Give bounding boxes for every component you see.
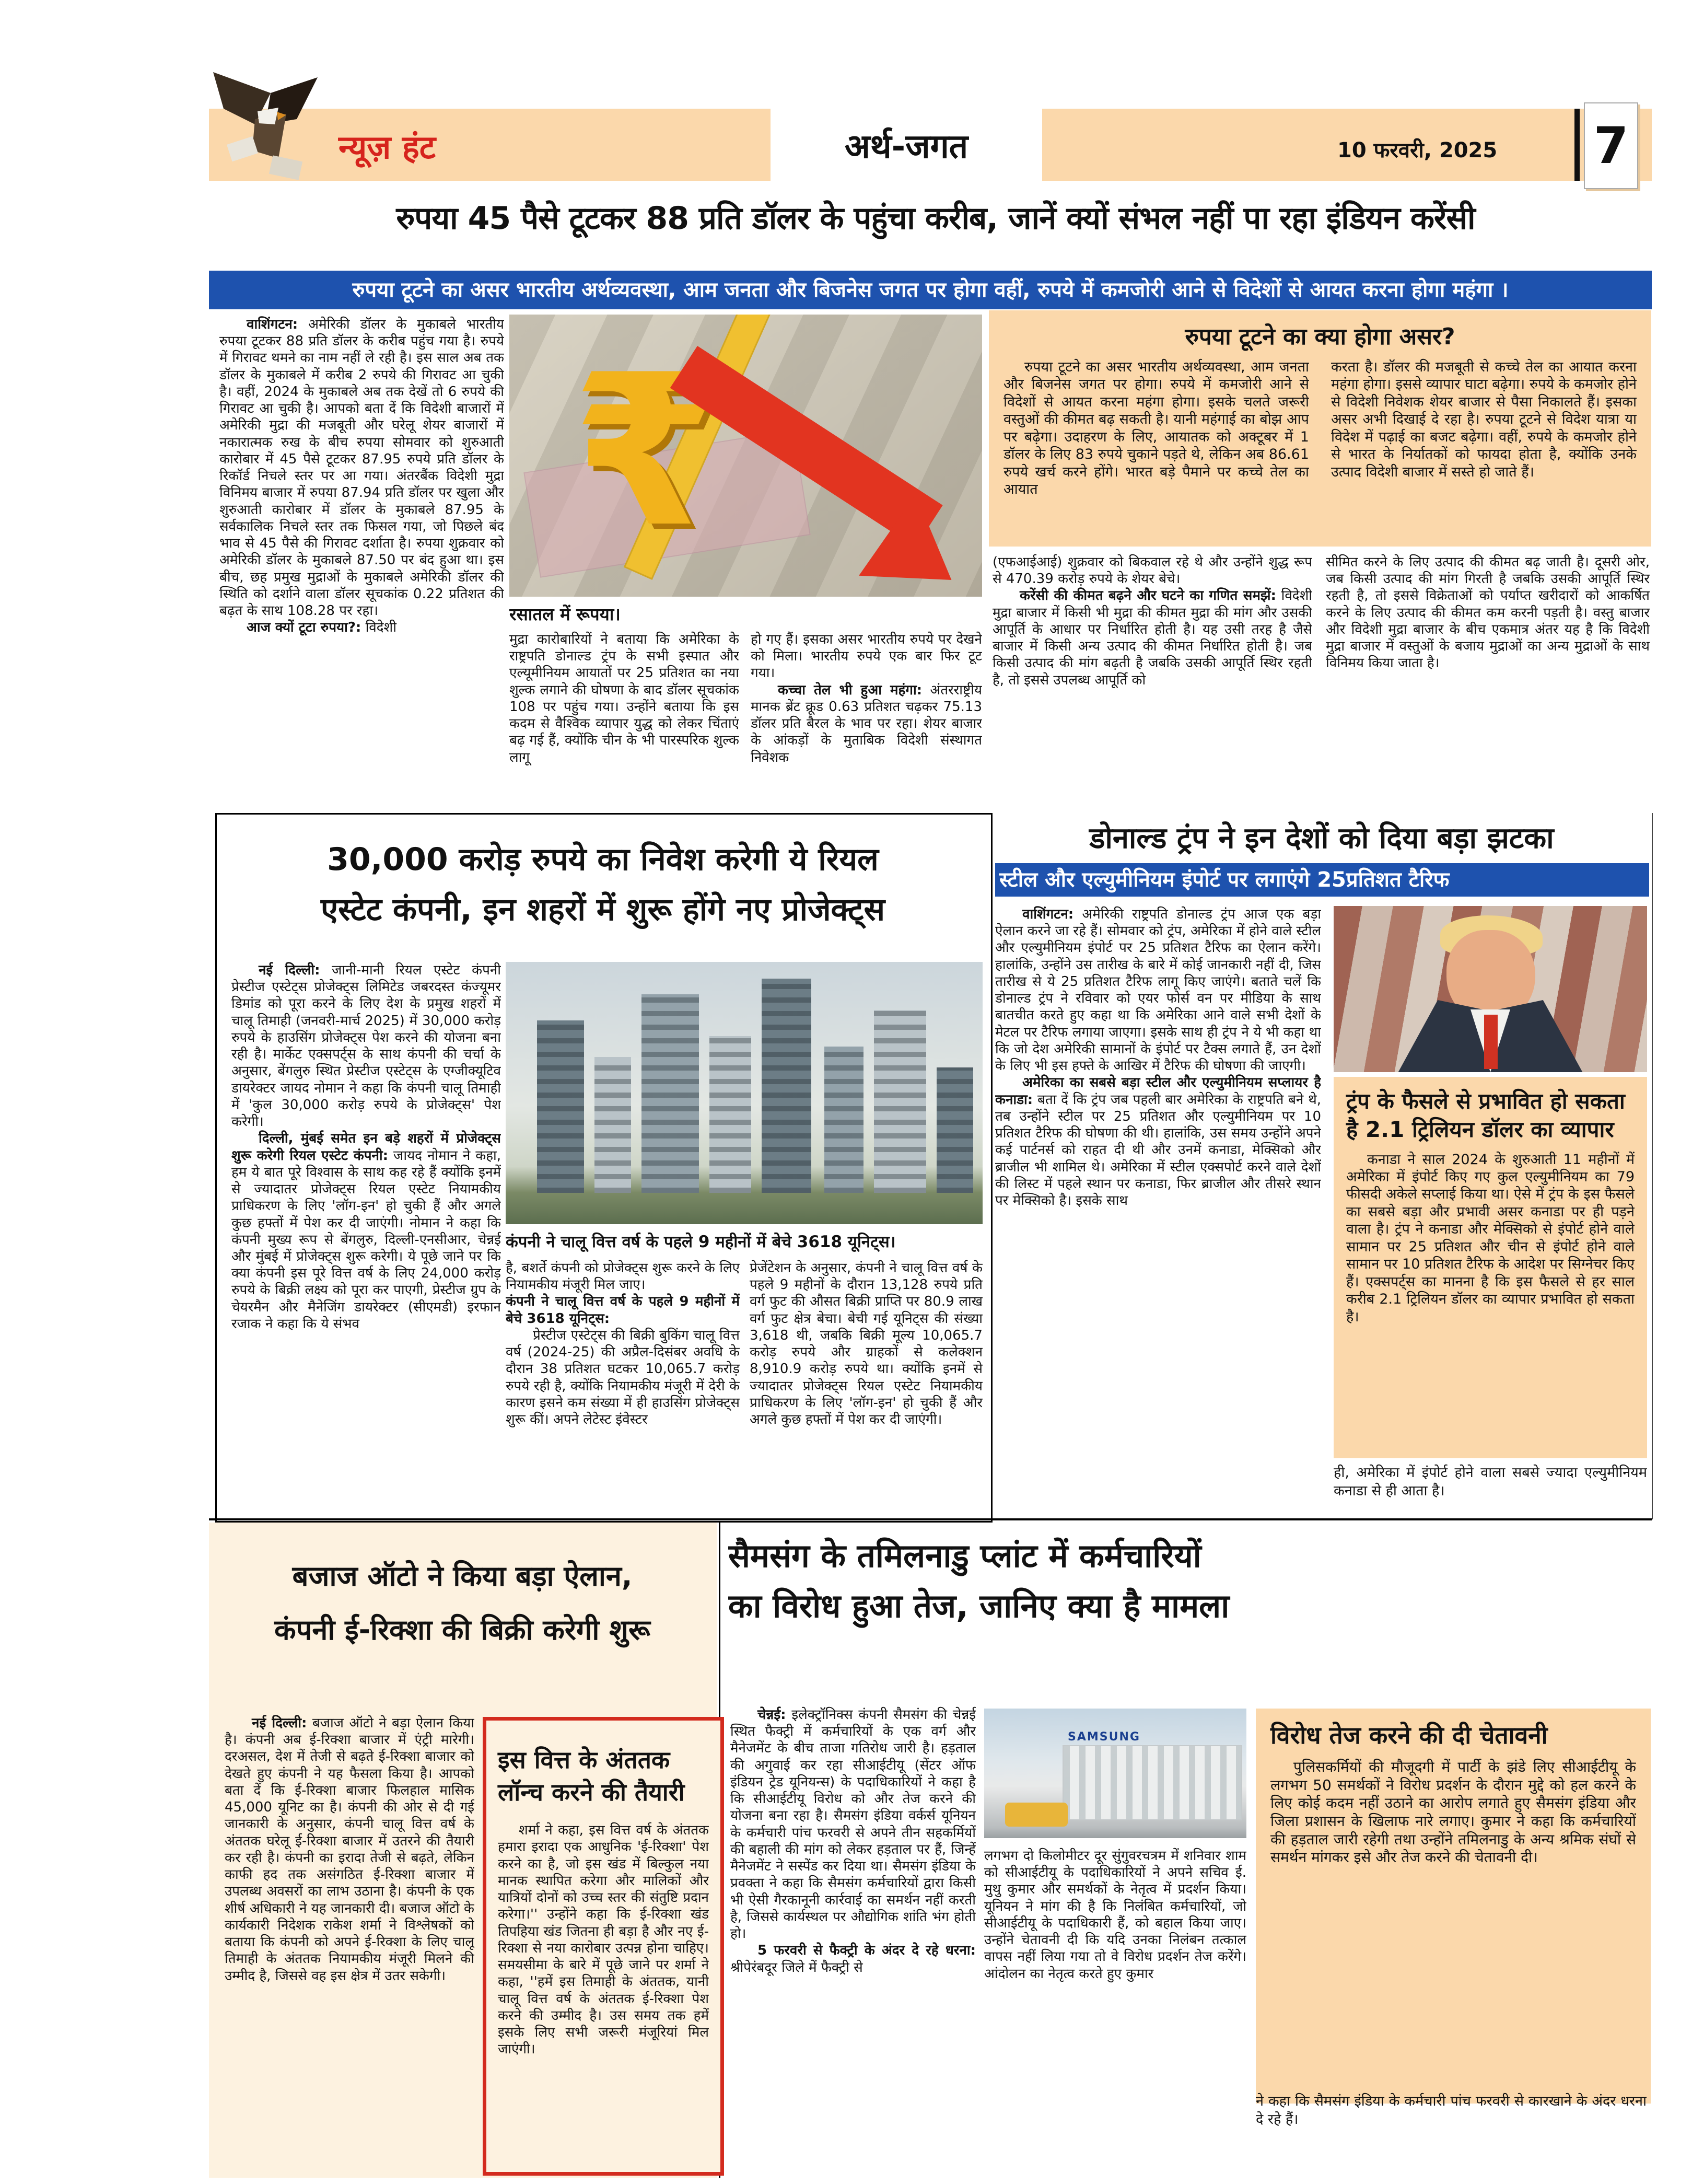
building-shape [594,1057,631,1193]
dateline: चेन्नई: [757,1707,786,1723]
inline-subhead: अमेरिका का सबसे बड़ा स्टील और एल्युमीनियम सप्लायर है कनाडा: [995,1075,1321,1108]
impact-box [989,310,1651,547]
realty-column-2: है, बशर्ते कंपनी को प्रोजेक्ट्स शुरू करने के लिए नियामकीय मंजूरी मिल जाए। कंपनी ने चालू वित्त वर्ष के पहले 9 महीनों में बेचे 3618 यूनिट्स: प्रेस्टीज एस्टेट्स की बिक्री बुकिंग चालू वित्त वर्ष (2024-25) की अप्रैल-दिसंबर अवधि के दौरान 38 प्रतिशत घटकर 10,065.7 करोड़ रुपये रही है, क्योंकि नियामकीय मंजूरी में देरी के कारण इसने कम संख्या में ही हाउसिंग प्रोजेक्ट्स शुरू कीं। अपने लेटेस्ट इंवेस्टर [506,1260,740,1428]
trump-headline: डोनाल्ड ट्रंप ने इन देशों को दिया बड़ा झटका [1089,821,1554,855]
rupee-crash-photo [509,315,982,597]
inline-subhead: आज क्यों टूटा रुपया?: [247,620,361,636]
lead-column-2: मुद्रा कारोबारियों ने बताया कि अमेरिका के राष्ट्रपति डोनाल्ड ट्रंप के सभी इस्पात और एल्यूमीनियम आयातों पर 25 प्रतिशत का नया शुल्क लगाने की घोषणा के बाद डॉलर सूचकांक 108 पर पहुंच गया। उन्होंने बताया कि इस कदम से वैश्विक व्यापार युद्ध को लेकर चिंताएं बढ़ गई हैं, क्योंकि चीन के भी पारस्परिक शुल्क लागू [509,632,739,765]
lead-column-5: सीमित करने के लिए उत्पाद की कीमत बढ़ जाती है। दूसरी ओर, जब किसी उत्पाद की मांग गिरती है जबकि उसकी आपूर्ति स्थिर रहती है, तो इससे विक्रेताओं को पर्याप्त खरीदारों को आकर्षित करने के लिए उत्पाद की कीमत कम करनी पड़ती है। वस्तु बाजार और विदेशी मुद्रा बाजार के बीच एकमात्र अंतर यह है कि विदेशी मुद्रा बाजार में वस्तुओं के बजाय मुद्राओं का अन्य मुद्राओं के साथ विनिमय किया जाता है। [1326,554,1650,671]
bajaj-column-1: नई दिल्ली: बजाज ऑटो ने बड़ा ऐलान किया है। कंपनी अब ई-रिक्शा बाजार में एंट्री मारेगी। दरअसल, देश में तेजी से बढ़ते ई-रिक्शा बाजार को देखते हुए कंपनी ने यह फैसला किया है। आपको बता दें कि ई-रिक्शा बाजार फिलहाल मासिक 45,000 यूनिट का है। कंपनी की ओर से दी गई जानकारी के अनुसार, कंपनी चालू वित्त वर्ष के अंततक घरेलू ई-रिक्शा बाजार में उतरने की तैयारी कर रही है। कंपनी का इरादा तेजी से बढ़ते, लेकिन काफी हद तक असंगठित ई-रिक्शा बाजार में उपलब्ध अवसरों का लाभ उठाना है। कंपनी के एक शीर्ष अधिकारी ने यह जानकारी दी। बजाज ऑटो के कार्यकारी निदेशक राकेश शर्मा ने विश्लेषकों को बताया कि कंपनी को अपने ई-रिक्शा के लिए चालू तिमाही के अंततक नियामकीय मंजूरी मिलने की उम्मीद है, जिससे वह इस क्षेत्र में उतर सकेगी। [225,1715,474,1984]
factory-building-shape [1063,1745,1242,1820]
samsung-side-box [1256,1709,1651,2104]
realty-headline: 30,000 करोड़ रुपये का निवेश करेगी ये रियल एस्टेट कंपनी, इन शहरों में शुरू होंगे नए प्रोजेक्ट्स [320,841,885,928]
trump-article [995,813,1653,1519]
bajaj-article [209,1523,717,2178]
lead-column-4: (एफआईआई) शुक्रवार को बिकवाल रहे थे और उन्होंने शुद्ध रूप से 470.39 करोड़ रुपये के शेयर बेचे। करेंसी की कीमत बढ़ने और घटने का गणित समझें: विदेशी मुद्रा बाजार में किसी भी मुद्रा की कीमत मुद्रा की मांग और उसकी आपूर्ति के आधार पर निर्धारित होती है। यह उसी तरह है जैसे बाजार में किसी अन्य उत्पाद की कीमत निर्धारित होती है। जब किसी उत्पाद की मांग बढ़ती है जबकि उसकी आपूर्ति स्थिर रहती है, तो इससे उपलब्ध आपूर्ति को [993,554,1312,688]
impact-box-col-2: करता है। डॉलर की मजबूती से कच्चे तेल का आयात करना महंगा होगा। इससे व्यापार घाटा बढ़ेगा। रुपये के कमजोर होने से विदेशी निवेशक शेयर बाजार से पैसा निकालते हैं। इसका असर अभी दिखाई दे रहा है। रुपया टूटने से विदेश यात्रा या विदेश में पढ़ाई का बजट बढ़ेगा। वहीं, रुपये के कमजोर होने से भारत के निर्यातकों को फायदा होता है, क्योंकि उनके उत्पाद विदेशी बाजार में सस्ते हो जाते हैं। [1331,359,1637,480]
lead-column-1: वाशिंगटन: अमेरिकी डॉलर के मुकाबले भारतीय रुपया टूटकर 88 प्रति डॉलर के करीब पहुंच गया है। रुपये में गिरावट थमने का नाम नहीं ले रही है। इस साल अब तक डॉलर के मुकाबले में करीब 2 रुपये की गिरावट आ चुकी है। वहीं, 2024 के मुकाबले अब तक देखें तो 6 रुपये की गिरावट आ चुकी है। आपको बता दें कि विदेशी बाजारों में अमेरिकी मुद्रा की मजबूती और घरेलू शेयर बाजारों में नकारात्मक रुख के बीच रुपया सोमवार को शुरुआती कारोबार में 45 पैसे टूटकर 87.95 रुपये प्रति डॉलर के रिकॉर्ड निचले स्तर पर आ गया। अंतरबैंक विदेशी मुद्रा विनिमय बाजार में रुपया 87.94 प्रति डॉलर पर खुला और शुरुआती कारोबार में डॉलर के मुकाबले 87.95 के सर्वकालिक निचले स्तर तक फिसल गया, जो पिछले बंद भाव से 45 पैसे की गिरावट दर्शाता है। रुपया शुक्रवार को अमेरिकी डॉलर के मुकाबले 87.50 पर बंद हुआ था। इस बीच, छह प्रमुख मुद्राओं के मुकाबले अमेरिकी डॉलर की स्थिति को दर्शाने वाला डॉलर सूचकांक 0.22 प्रतिशत की बढ़त के साथ 108.28 पर रहा। आज क्यों टूटा रुपया?: विदेशी [219,317,504,636]
trump-side-box-title: ट्रंप के फैसले से प्रभावित हो सकता है 2.1 ट्रिलियन डॉलर का व्यापार [1346,1088,1625,1142]
impact-box-title: रुपया टूटने का क्या होगा असर? [1185,323,1455,350]
section-title-box [771,109,1042,181]
samsung-tail-text: ने कहा कि सैमसंग इंडिया के कर्मचारी पांच फरवरी से कारखाने के अंदर धरना दे रहे हैं। [1256,2093,1647,2128]
inline-subhead: कच्चा तेल भी हुआ महंगा: [778,682,923,698]
samsung-box-text: पुलिसकर्मियों की मौजूदगी में पार्टी के झंडे लिए सीआईटीयू के लगभग 50 समर्थकों ने विरोध प्रदर्शन के दौरान मुद्दे को हल करने के लिए कोई कदम नहीं उठाने का आरोप लगाते हुए सैमसंग इंडिया और जिला प्रशासन के खिलाफ नारे लगाए। कुमार ने कहा कि कर्मचारियों की हड़ताल जारी रहेगी तथा उन्होंने तमिलनाडु के अन्य श्रमिक संघों से समर्थन मांगकर इसे और तेज करने की चेतावनी दी। [1270,1758,1636,1866]
tie-shape [1484,1015,1498,1069]
page-number-box [1584,102,1638,189]
rupee-symbol-icon: ₹ [572,330,718,573]
impact-box-col-1: रुपया टूटने का असर भारतीय अर्थव्यवस्था, आम जनता और बिजनेस जगत पर होगा। रुपये में कमजोरी आने से विदेशों से आयत करना महंगा होगा। इसके चलते जरूरी वस्तुओं की कीमत बढ़ सकती है। यानी महंगाई का बोझ आप पर बढ़ेगा। उदाहरण के लिए, आयातक को अक्टूबर में 1 डॉलर के लिए 83 रुपये चुकाने पड़ते थे, लेकिन अब 86.61 रुपये खर्च करने होंगे। भारत बड़े पैमाने पर कच्चे तेल का आयात [1003,359,1309,498]
realty-column-3: प्रेजेंटेशन के अनुसार, कंपनी ने चालू वित्त वर्ष के पहले 9 महीनों के दौरान 13,128 रुपये प्रति वर्ग फुट की औसत बिक्री प्राप्ति पर 80.9 लाख वर्ग फुट क्षेत्र बेचा। बेची गई यूनिट्स की संख्या 3,618 थी, जबकि बिक्री मूल्य 10,065.7 करोड़ रुपये और ग्राहकों से कलेक्शन 8,910.9 करोड़ रुपये था। क्योंकि इनमें से ज्यादातर प्रोजेक्ट्स रियल एस्टेट नियामकीय प्राधिकरण के लिए 'लॉग-इन' हो चुकी हैं और अगले कुछ हफ्तों में पेश कर दी जाएंगी। [750,1260,983,1428]
trump-column-1: वाशिंगटन: अमेरिकी राष्ट्रपति डोनाल्ड ट्रंप आज एक बड़ा ऐलान करने जा रहे हैं। सोमवार को ट्रंप, अमेरिका में होने वाले स्टील और एल्युमीनियम इंपोर्ट पर 25 प्रतिशत टैरिफ का ऐलान करेंगे। हालांकि, उन्होंने उस तारीख के बारे में कोई जानकारी नहीं दी, जिस तारीख से ये 25 प्रतिशत टैरिफ लागू किए जाएंगे। बताते चलें कि डोनाल्ड ट्रंप ने रविवार को एयर फोर्स वन पर मीडिया के साथ बातचीत करते हुए कहा था कि अमेरिका आने वाले सभी देशों के मेटल पर टैरिफ लगाया जाएगा। इसके साथ ही ट्रंप ने ये भी कहा था कि जो देश अमेरिकी सामानों के इंपोर्ट पर टैक्स लगाते हैं, उन देशों के लिए भी इस हफ्ते के आखिर में टैरिफ की घोषणा की जाएगी। अमेरिका का सबसे बड़ा स्टील और एल्युमीनियम सप्लायर है कनाडा: बता दें कि ट्रंप जब पहली बार अमेरिका के राष्ट्रपति बने थे, तब उन्होंने स्टील पर 25 प्रतिशत और एल्युमीनियम पर 10 प्रतिशत टैरिफ की घोषणा की थी। हालांकि, उस समय उन्होंने अपने कई पार्टनर्स को राहत दी थी और उनमें कनाडा, मेक्सिको और ब्राजील भी शामिल थे। अमेरिका में स्टील एक्सपोर्ट करने वाले देशों की लिस्ट में पहले स्थान पर कनाडा, फिर ब्राजील और तीसरे स्थान पर मेक्सिको है। इसके साथ [995,907,1321,1209]
building-shape [641,994,699,1193]
issue-date: 10 फरवरी, 2025 [1337,138,1498,162]
dateline: वाशिंगटन: [1022,907,1074,922]
samsung-box-title: विरोध तेज करने की दी चेतावनी [1270,1721,1548,1749]
lead-photo-caption: रसातल में रूपया। [509,604,621,624]
bajaj-box-title: इस वित्त के अंततक लॉन्च करने की तैयारी [498,1746,685,1807]
header-divider [1574,109,1580,181]
building-shape [537,1020,584,1193]
paper-logo-text: न्यूज़ हंट [339,128,436,166]
samsung-column-1: चेन्नई: इलेक्ट्रॉनिक्स कंपनी सैमसंग की चेन्नई स्थित फैक्ट्री में कर्मचारियों के एक वर्ग और मैनेजमेंट के बीच ताजा गतिरोध जारी है। हड़ताल की अगुवाई कर रहा सीआईटीयू (सेंटर ऑफ इंडियन ट्रेड यूनियन्स) के पदाधिकारियों ने कहा है कि सीआईटीयू विरोध को और तेज करने की योजना बना रहा है। सैमसंग इंडिया वर्कर्स यूनियन के कर्मचारी पांच फरवरी से अपने तीन सहकर्मियों की बहाली की मांग को लेकर हड़ताल पर हैं, जिन्हें मैनेजमेंट ने सस्पेंड कर दिया था। सैमसंग इंडिया के प्रवक्ता ने कहा कि सैमसंग कर्मचारियों द्वारा किसी भी ऐसी गैरकानूनी कार्रवाई का समर्थन नहीं करती है, जिससे कार्यस्थल पर औद्योगिक शांति भंग होती हो। 5 फरवरी से फैक्ट्री के अंदर दे रहे धरना: श्रीपेरंबदूर जिले में फैक्ट्री से [730,1707,976,1976]
samsung-column-2: लगभग दो किलोमीटर दूर सुंगुवरचत्रम में शनिवार शाम को सीआईटीयू के पदाधिकारियों ने अपने सचिव ई. मुथु कुमार और समर्थकों के नेतृत्व में प्रदर्शन किया। यूनियन ने मांग की है कि निलंबित कर्मचारियों, जो सीआईटीयू के पदाधिकारी हैं, को बहाल किया जाए। उन्होंने चेतावनी दी कि यदि उनका निलंबन तत्काल वापस नहीं लिया गया तो वे विरोध प्रदर्शन तेज करेंगे। आंदोलन का नेतृत्व करते हुए कुमार [984,1848,1246,1982]
bus-shape [1005,1803,1068,1827]
dateline: नई दिल्ली: [259,962,320,978]
inline-subhead: कंपनी ने चालू वित्त वर्ष के पहले 9 महीनों में बेचे 3618 यूनिट्स: [506,1294,740,1327]
eagle-logo-icon [208,62,333,192]
horizontal-divider [209,1518,1652,1520]
trump-tail-text: ही, अमेरिका में इंपोर्ट होने वाला सबसे ज्यादा एल्युमीनियम कनाडा से ही आता है। [1334,1465,1647,1500]
realty-article [215,813,993,1523]
trump-side-box [1334,1077,1647,1458]
inline-subhead: करेंसी की कीमत बढ़ने और घटने का गणित समझें: [1020,588,1276,604]
dateline: वाशिंगटन: [247,317,298,332]
section-title: अर्थ-जगत [844,127,968,166]
inline-subhead: 5 फरवरी से फैक्ट्री के अंदर दे रहे धरना: [757,1943,976,1959]
building-shape [709,1036,751,1193]
samsung-article [726,1523,1652,2178]
lead-subhead-strip: रुपया टूटने का असर भारतीय अर्थव्यवस्था, आम जनता और बिजनेस जगत पर होगा वहीं, रुपये में कमजोरी आने से विदेशों से आयत करना होगा महंगा । [209,271,1652,309]
building-shape [762,979,811,1193]
trump-side-box-text: कनाडा ने साल 2024 के शुरुआती 11 महीनों में अमेरिका में इंपोर्ट किए गए कुल एल्युमीनियम का 79 फीसदी अकेले सप्लाई किया था। ऐसे में ट्रंप के इस फैसले का सबसे बड़ा और प्रभावी असर कनाडा पर ही पड़ने वाला है। ट्रंप ने कनाडा और मेक्सिको से इंपोर्ट होने वाले सामान पर 25 प्रतिशत और चीन से इंपोर्ट होने वाले सामान पर 10 प्रतिशत टैरिफ के आदेश पर सिग्नेचर किए हैं। एक्सपर्ट्स का मानना है कि इस फैसले से हर साल करीब 2.1 ट्रिलियन डॉलर का व्यापार प्रभावित हो सकता है। [1346,1151,1635,1325]
page-number: 7 [1593,117,1629,175]
factory-photo [984,1709,1246,1838]
samsung-logo-text: SAMSUNG [1068,1730,1140,1744]
trump-subhead-strip: स्टील और एल्युमीनियम इंपोर्ट पर लगाएंगे 25प्रतिशत टैरिफ [995,863,1649,897]
realty-photo-caption: कंपनी ने चालू वित्त वर्ष के पहले 9 महीनों में बेचे 3618 यूनिट्स। [506,1233,896,1251]
lead-headline: रुपया 45 पैसे टूटकर 88 प्रति डॉलर के पहुंचा करीब, जानें क्यों संभल नहीं पा रहा इंडियन करेंसी [396,200,1475,237]
realty-column-1: नई दिल्ली: जानी-मानी रियल एस्टेट कंपनी प्रेस्टीज एस्टेट्स प्रोजेक्ट्स लिमिटेड जबरदस्त कंज्यूमर डिमांड को पूरा करने के लिए देश के प्रमुख शहरों में चालू तिमाही (जनवरी-मार्च 2025) में 30,000 करोड़ रुपये के हाउसिंग प्रोजेक्ट्स पेश करने की योजना बना रही है। मार्केट एक्सपर्ट्स के साथ कंपनी की चर्चा के अनुसार, बेंगलुरु स्थित प्रेस्टीज एस्टेट्स के एग्जीक्यूटिव डायरेक्टर जायद नोमान ने कहा कि कंपनी चालू तिमाही में 'कुल 30,000 करोड़ रुपये के प्रोजेक्ट्स' पेश करेगी। दिल्ली, मुंबई समेत इन बड़े शहरों में प्रोजेक्ट्स शुरू करेगी रियल एस्टेट कंपनी: जायद नोमान ने कहा, हम ये बात पूरे विश्वास के साथ कह रहे हैं क्योंकि इनमें से ज्यादातर प्रोजेक्ट्स रियल एस्टेट नियामकीय प्राधिकरण के लिए 'लॉग-इन' हो चुकी हैं और अगले कुछ हफ्तों में पेश कर दी जाएंगी। नोमान ने कहा कि कंपनी मुख्य रूप से बेंगलुरु, दिल्ली-एनसीआर, चेन्नई और मुंबई में प्रोजेक्ट्स शुरू करेगी। ये पूछे जाने पर कि क्या कंपनी इस पूरे वित्त वर्ष के लिए 24,000 करोड़ रुपये के बिक्री लक्ष्य को पूरा कर पाएगी, प्रेस्टीज ग्रुप के चेयरमैन और मैनेजिंग डायरेक्टर (सीएमडी) इरफान रजाक ने कहा कि ये संभव [231,962,501,1332]
building-shape [937,1067,973,1193]
dateline: नई दिल्ली: [252,1715,307,1731]
bajaj-launch-box [483,1717,724,2176]
skyline-photo [506,962,983,1224]
trump-photo [1334,906,1647,1072]
bajaj-headline: बजाज ऑटो ने किया बड़ा ऐलान, कंपनी ई-रिक्शा की बिक्री करेगी शुरू [274,1560,650,1646]
bajaj-box-text: शर्मा ने कहा, इस वित्त वर्ष के अंततक हमारा इरादा एक आधुनिक 'ई-रिक्शा' पेश करने का है, जो इस खंड में बिल्कुल नया मानक स्थापित करेगा और मालिकों और यात्रियों दोनों को उच्च स्तर की संतुष्टि प्रदान करेगा।'' उन्होंने कहा कि ई-रिक्शा खंड तिपहिया खंड जितना ही बड़ा है और नए ई-रिक्शा से नया कारोबार उत्पन्न होना चाहिए। समयसीमा के बारे में पूछे जाने पर शर्मा ने कहा, ''हमें इस तिमाही के अंततक, यानी चालू वित्त वर्ष के अंततक ई-रिक्शा पेश करने की उम्मीद है। उस समय तक हमें इसके लिए सभी जरूरी मंजूरियां मिल जाएंगी। [498,1822,709,2058]
lead-column-3: हो गए हैं। इसका असर भारतीय रुपये पर देखने को मिला। भारतीय रुपये एक बार फिर टूट गया। कच्चा तेल भी हुआ महंगा: अंतरराष्ट्रीय मानक ब्रेंट क्रूड 0.63 प्रतिशत चढ़कर 75.13 डॉलर प्रति बैरल के भाव पर रहा। शेयर बाजार के आंकड़ों के मुताबिक विदेशी संस्थागत निवेशक [751,632,982,765]
building-shape [874,1010,926,1193]
inline-subhead: दिल्ली, मुंबई समेत इन बड़े शहरों में प्रोजेक्ट्स शुरू करेगी रियल एस्टेट कंपनी: [231,1131,501,1164]
building-shape [824,1047,863,1193]
samsung-headline: सैमसंग के तमिलनाडु प्लांट में कर्मचारियों का विरोध हुआ तेज, जानिए क्या है मामला [728,1537,1230,1625]
